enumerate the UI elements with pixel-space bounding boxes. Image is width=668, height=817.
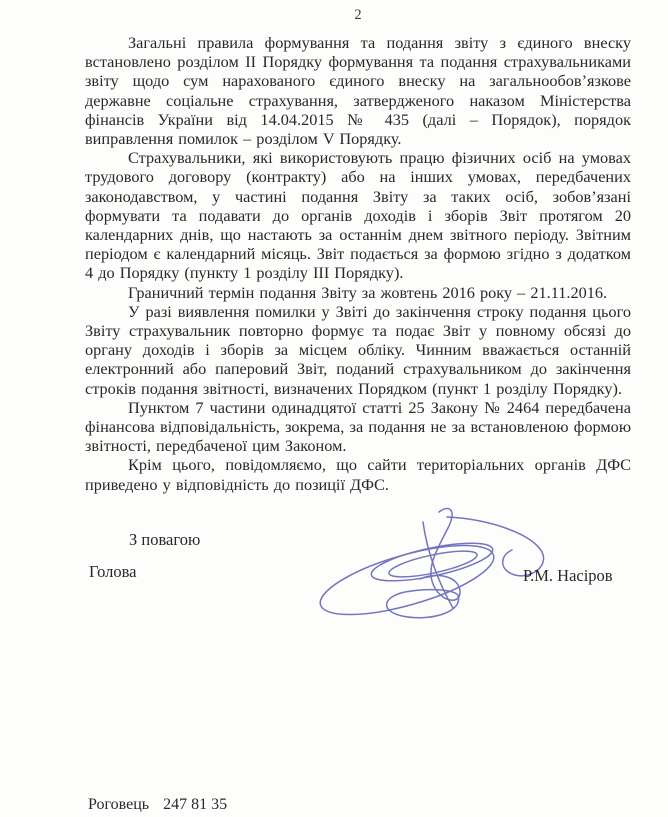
paragraph-dfs-sites: Крім цього, повідомляємо, що сайти територіальних органів ДФС приведено у відповідність до позиції ДФС. xyxy=(85,455,631,494)
closing-salutation: З повагою xyxy=(129,530,201,549)
executor-phone: 247 81 35 xyxy=(163,796,228,813)
executor-name: Роговець xyxy=(88,796,150,813)
signer-name: Р.М. Насіров xyxy=(523,566,613,585)
paragraph-deadline: Граничний термін подання Звіту за жовтень 2016 року – 21.11.2016. xyxy=(128,282,608,302)
executor-footer xyxy=(88,796,227,814)
paragraph-insurers-obligations: Страхувальники, які використовують працю фізичних осіб на умовах трудового договору (контракту) або на інших умовах, передбачених законодавством, у частині подання Звіту за таких осіб, зобов’язані формувати та подавати до органів доходів і зборів Звіт протягом 20 календарних днів, що настають за останнім днем звітного періоду. Звітним періодом є календарний місяць. Звіт подається за формою згідно з додатком 4 до Порядку (пункту 1 розділу III Порядку). xyxy=(85,148,631,283)
page-number: 2 xyxy=(354,7,362,23)
paragraph-error-correction: У разі виявлення помилки у Звіті до закінчення строку подання цього Звіту страхувальник повторно формує та подає Звіт у повному обсязі до органу доходів і зборів за місцем обліку. Чинним вважається останній електронний або паперовий Звіт, поданий страхувальником до закінчення строків подання звітності, визначених Порядком (пункт 1 розділу Порядку). xyxy=(85,301,631,398)
paragraph-general-rules: Загальні правила формування та подання звіту з єдиного внеску встановлено розділом II Порядку формування та подання страхувальниками звіту щодо сум нарахованого єдиного внеску на загальнообов’язкове державне соціальне страхування, затвердженого наказом Міністерства фінансів України від 14.04.2015 № 435 (далі – Порядок), порядок виправлення помилок – розділом V Порядку. xyxy=(85,33,631,149)
signer-title: Голова xyxy=(89,562,137,581)
letter-body xyxy=(85,33,631,494)
paragraph-financial-liability: Пунктом 7 частини одинадцятої статті 25 Закону № 2464 передбачена фінансова відповідальність, зокрема, за подання не за встановленою формою звітності, передбаченої цим Законом. xyxy=(85,397,631,456)
